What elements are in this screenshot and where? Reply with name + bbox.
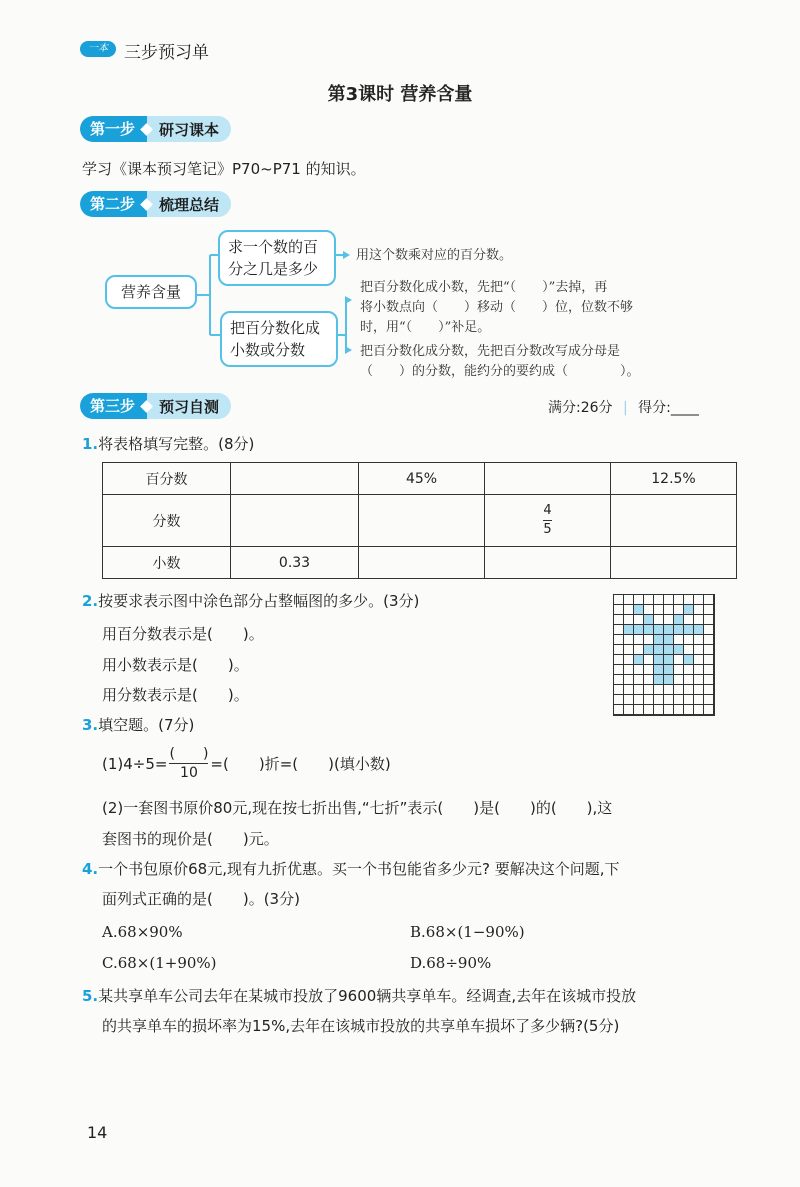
lesson-title: 第3课时 营养含量 <box>327 84 473 105</box>
q2-line1: 用百分数表示是( )。 <box>102 625 264 643</box>
q4-number: 4. <box>82 860 99 878</box>
note1-line3: 时，用“（ ）”补足。 <box>360 320 491 335</box>
grid-cell <box>694 635 704 645</box>
q4-line1: 一个书包原价68元,现有九折优惠。买一个书包能省多少元? 要解决这个问题,下 <box>98 860 620 878</box>
grid-cell <box>694 685 704 695</box>
grid-cell <box>654 635 664 645</box>
grid-cell <box>654 595 664 605</box>
q3-p1-rest: =( )折=( )(填小数) <box>210 754 391 773</box>
grid-cell <box>704 685 714 695</box>
grid-cell <box>694 705 704 715</box>
grid-cell <box>694 605 704 615</box>
grid-cell <box>654 625 664 635</box>
grid-cell <box>624 665 634 675</box>
grid-cell <box>664 605 674 615</box>
q3-number: 3. <box>82 716 99 734</box>
grid-cell <box>624 635 634 645</box>
grid-cell <box>684 625 694 635</box>
grid-cell <box>634 605 644 615</box>
brand-logo: 一本 <box>80 41 116 57</box>
q3-prompt <box>82 714 194 736</box>
table-cell[interactable] <box>485 547 611 579</box>
branch2-note2 <box>360 342 640 382</box>
table-cell[interactable] <box>485 495 611 547</box>
grid-cell <box>654 705 664 715</box>
grid-cell <box>664 595 674 605</box>
grid-cell <box>694 675 704 685</box>
q4-option-a[interactable]: A.68×90% <box>102 923 183 941</box>
grid-cell <box>624 655 634 665</box>
mindmap-branch1 <box>218 230 336 286</box>
grid-cell <box>654 675 664 685</box>
fraction-denominator: 5 <box>543 522 552 537</box>
grid-cell <box>624 675 634 685</box>
q5-line1: 某共享单车公司去年在某城市投放了9600辆共享单车。经调查,去年在该城市投放 <box>98 987 637 1005</box>
grid-cell <box>674 645 684 655</box>
grid-cell <box>654 685 664 695</box>
grid-cell <box>674 605 684 615</box>
q2-line2: 用小数表示是( )。 <box>102 656 249 674</box>
grid-cell <box>674 615 684 625</box>
grid-cell <box>664 695 674 705</box>
grid-cell <box>644 675 654 685</box>
grid-cell <box>634 595 644 605</box>
grid-cell <box>614 615 624 625</box>
grid-cell <box>634 705 644 715</box>
grid-cell <box>614 685 624 695</box>
grid-cell <box>704 675 714 685</box>
q3-part2-line2: 套图书的现价是( )元。 <box>102 830 279 848</box>
grid-cell <box>634 625 644 635</box>
table-cell[interactable] <box>359 547 485 579</box>
mindmap-branch2 <box>220 311 338 367</box>
grid-cell <box>634 695 644 705</box>
grid-cell <box>694 595 704 605</box>
grid-cell <box>674 595 684 605</box>
branch1-label-line2: 分之几是多少 <box>228 260 319 278</box>
grid-cell <box>664 685 674 695</box>
grid-cell <box>614 705 624 715</box>
q1-number: 1. <box>82 435 99 453</box>
grid-cell <box>674 685 684 695</box>
q3-part1 <box>102 745 391 782</box>
grid-cell <box>644 605 654 615</box>
grid-cell <box>684 635 694 645</box>
grid-cell <box>684 615 694 625</box>
table-cell[interactable] <box>485 463 611 495</box>
grid-cell <box>644 665 654 675</box>
grid-cell <box>634 615 644 625</box>
grid-cell <box>684 695 694 705</box>
grid-cell <box>664 665 674 675</box>
step3-title: 预习自测 <box>159 397 220 416</box>
grid-cell <box>644 695 654 705</box>
shaded-grid-figure <box>613 594 715 716</box>
grid-cell <box>704 655 714 665</box>
grid-cell <box>694 615 704 625</box>
step1-content: 学习《课本预习笔记》P70~P71 的知识。 <box>82 160 366 178</box>
table-cell[interactable]: 0.33 <box>231 547 359 579</box>
grid-cell <box>704 605 714 615</box>
note1-line2: 将小数点向（ ）移动（ ）位，位数不够 <box>360 300 634 315</box>
grid-cell <box>664 625 674 635</box>
score-area <box>548 397 699 417</box>
grid-cell <box>624 625 634 635</box>
q3-frac-num: ( ) <box>169 746 209 762</box>
grid-cell <box>704 705 714 715</box>
row-header-percent: 百分数 <box>103 463 231 495</box>
mindmap-connectors <box>0 0 800 400</box>
q4-line2: 面列式正确的是( )。(3分) <box>102 890 300 908</box>
grid-cell <box>644 705 654 715</box>
grid-cell <box>654 665 664 675</box>
q2-prompt <box>82 590 419 612</box>
grid-cell <box>654 655 664 665</box>
grid-cell <box>624 705 634 715</box>
grid-cell <box>644 685 654 695</box>
q3-p1-prefix: (1)4÷5= <box>102 754 168 773</box>
grid-cell <box>654 645 664 655</box>
grid-cell <box>634 655 644 665</box>
step3-tag: 第三步 <box>80 393 147 419</box>
branch2-label-line2: 小数或分数 <box>230 341 306 359</box>
grid-cell <box>664 705 674 715</box>
grid-cell <box>664 615 674 625</box>
grid-cell <box>694 625 704 635</box>
grid-cell <box>694 655 704 665</box>
grid-cell <box>684 675 694 685</box>
grid-cell <box>704 625 714 635</box>
grid-cell <box>674 655 684 665</box>
q4-prompt <box>82 858 620 880</box>
grid-cell <box>644 615 654 625</box>
grid-cell <box>654 605 664 615</box>
grid-cell <box>704 635 714 645</box>
grid-cell <box>614 655 624 665</box>
grid-cell <box>664 655 674 665</box>
grid-cell <box>664 635 674 645</box>
series-name: 三步预习单 <box>124 43 209 63</box>
grid-cell <box>624 615 634 625</box>
grid-cell <box>674 705 684 715</box>
q1-table <box>102 462 737 579</box>
grid-cell <box>704 665 714 675</box>
grid-cell <box>694 695 704 705</box>
branch2-note1 <box>360 278 633 338</box>
mindmap-root-label: 营养含量 <box>120 283 181 301</box>
grid-cell <box>634 685 644 695</box>
grid-cell <box>614 625 624 635</box>
grid-cell <box>634 645 644 655</box>
table-cell[interactable] <box>231 495 359 547</box>
grid-cell <box>624 645 634 655</box>
grid-cell <box>674 675 684 685</box>
grid-cell <box>684 645 694 655</box>
q4-option-b[interactable]: B.68×(1−90%) <box>410 923 525 941</box>
grid-cell <box>674 665 684 675</box>
grid-cell <box>634 635 644 645</box>
branch1-label-line1: 求一个数的百 <box>228 238 319 256</box>
grid-cell <box>674 625 684 635</box>
branch1-note: 用这个数乘对应的百分数。 <box>356 248 513 263</box>
q2-line3: 用分数表示是( )。 <box>102 686 249 704</box>
full-score: 满分:26分 <box>548 400 613 416</box>
grid-cell <box>654 695 664 705</box>
grid-cell <box>694 665 704 675</box>
table-cell[interactable] <box>611 547 737 579</box>
grid-cell <box>704 615 714 625</box>
grid-cell <box>624 685 634 695</box>
step3-banner <box>80 393 231 419</box>
grid-cell <box>704 595 714 605</box>
step2-title: 梳理总结 <box>159 195 220 214</box>
grid-cell <box>684 595 694 605</box>
q3-text: 填空题。(7分) <box>98 716 195 734</box>
q3-fraction <box>169 745 208 782</box>
divider: | <box>622 400 628 416</box>
grid-cell <box>664 675 674 685</box>
grid-cell <box>614 665 624 675</box>
grid-cell <box>674 635 684 645</box>
grid-cell <box>614 635 624 645</box>
table-cell[interactable] <box>611 495 737 547</box>
grid-cell <box>684 655 694 665</box>
grid-cell <box>644 595 654 605</box>
row-header-decimal: 小数 <box>103 547 231 579</box>
q4-option-d[interactable]: D.68÷90% <box>410 954 492 972</box>
grid-cell <box>624 595 634 605</box>
mindmap-root <box>105 275 197 309</box>
grid-cell <box>644 645 654 655</box>
row-header-fraction: 分数 <box>103 495 231 547</box>
note2-line2: （ ）的分数，能约分的要约成（ ）。 <box>360 364 640 379</box>
grid-cell <box>674 695 684 705</box>
grid-cell <box>644 635 654 645</box>
q5-number: 5. <box>82 987 99 1005</box>
q5-line2: 的共享单车的损坏率为15%,去年在该城市投放的共享单车损坏了多少辆?(5分) <box>102 1017 620 1035</box>
grid-cell <box>624 605 634 615</box>
page-number: 14 <box>87 1123 108 1142</box>
grid-cell <box>644 655 654 665</box>
grid-cell <box>684 665 694 675</box>
grid-cell <box>694 645 704 655</box>
grid-cell <box>654 615 664 625</box>
table-cell[interactable] <box>359 495 485 547</box>
grid-cell <box>684 705 694 715</box>
q1-prompt <box>82 433 254 455</box>
q1-text: 将表格填写完整。(8分) <box>98 435 255 453</box>
grid-cell <box>704 695 714 705</box>
grid-cell <box>684 685 694 695</box>
q2-number: 2. <box>82 592 99 610</box>
grid-cell <box>664 645 674 655</box>
note1-line1: 把百分数化成小数，先把“（ ）”去掉，再 <box>360 280 608 295</box>
score-field[interactable]: 得分:____ <box>638 400 699 416</box>
step1-title: 研习课本 <box>159 120 220 139</box>
fraction <box>543 502 551 539</box>
grid-cell <box>624 695 634 705</box>
grid-cell <box>614 605 624 615</box>
step1-tag: 第一步 <box>80 116 147 142</box>
grid-cell <box>614 645 624 655</box>
step2-tag: 第二步 <box>80 191 147 217</box>
fraction-numerator: 4 <box>543 503 552 518</box>
table-cell[interactable]: 45% <box>359 463 485 495</box>
q4-option-c[interactable]: C.68×(1+90%) <box>102 954 217 972</box>
q2-text: 按要求表示图中涂色部分占整幅图的多少。(3分) <box>98 592 420 610</box>
grid-cell <box>684 605 694 615</box>
q5-prompt <box>82 985 636 1007</box>
grid-cell <box>614 595 624 605</box>
q3-frac-den: 10 <box>169 763 208 782</box>
q3-part2-line1: (2)一套图书原价80元,现在按七折出售,“七折”表示( )是( )的( ),这 <box>102 799 613 817</box>
grid-cell <box>634 665 644 675</box>
grid-cell <box>614 675 624 685</box>
branch2-label-line1: 把百分数化成 <box>230 319 321 337</box>
grid-cell <box>614 695 624 705</box>
grid-cell <box>634 675 644 685</box>
table-cell[interactable]: 12.5% <box>611 463 737 495</box>
note2-line1: 把百分数化成分数，先把百分数改写成分母是 <box>360 344 621 359</box>
table-cell[interactable] <box>231 463 359 495</box>
grid-cell <box>644 625 654 635</box>
grid-cell <box>704 645 714 655</box>
